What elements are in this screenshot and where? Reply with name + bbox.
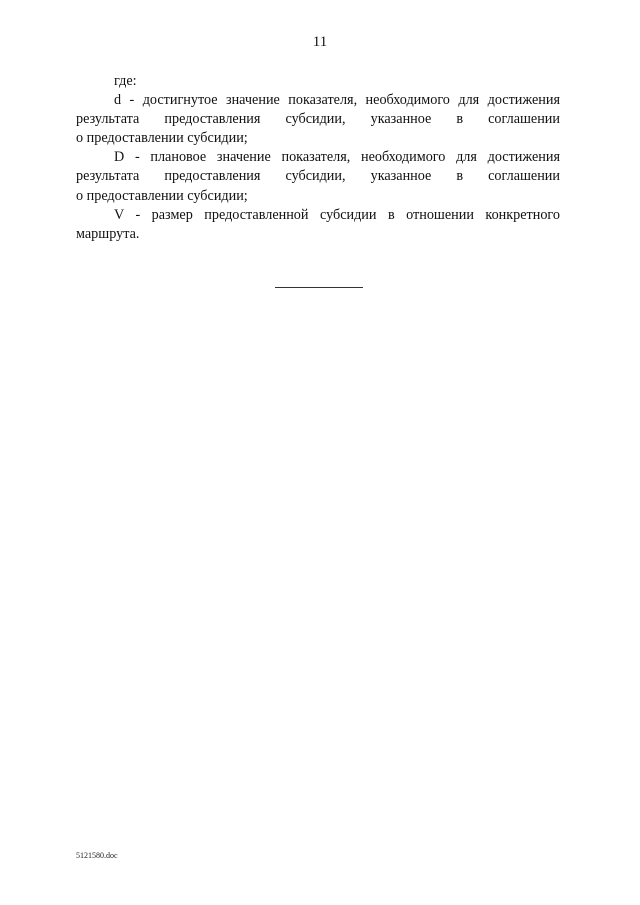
end-separator-line bbox=[275, 287, 363, 288]
text-line-where: где: bbox=[114, 73, 137, 89]
footer-filename: 5121580.doc bbox=[76, 851, 118, 860]
definition-d-line-3: о предоставлении субсидии; bbox=[76, 130, 248, 147]
definition-V-line-1: V - размер предоставленной субсидии в отношении конкретного bbox=[114, 206, 560, 223]
definition-D-line-3: о предоставлении субсидии; bbox=[76, 187, 248, 204]
definition-D-line-1: D - плановое значение показателя, необходимого для достижения bbox=[114, 149, 560, 166]
definition-d-line-2: результата предоставления субсидии, указанное в соглашении bbox=[76, 111, 560, 128]
body-text bbox=[76, 72, 560, 244]
definition-D-line-2: результата предоставления субсидии, указанное в соглашении bbox=[76, 168, 560, 185]
page-number: 11 bbox=[312, 34, 328, 50]
definition-V-line-2: маршрута. bbox=[76, 225, 140, 242]
definition-d-line-1: d - достигнутое значение показателя, необходимого для достижения bbox=[114, 92, 560, 109]
